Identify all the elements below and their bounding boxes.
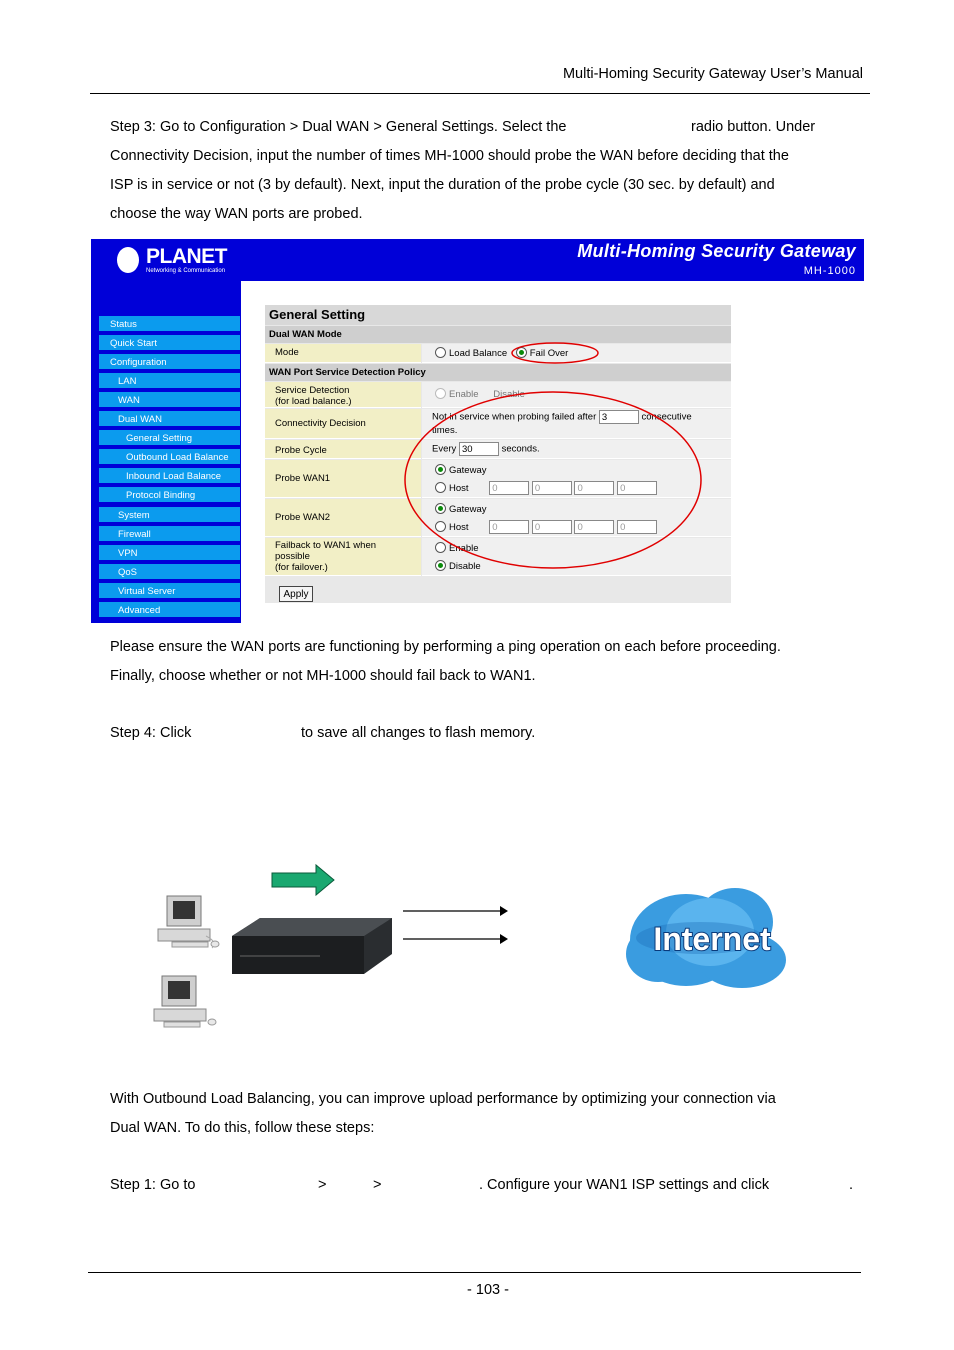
wan2-ip-octet-3[interactable]: 0 bbox=[574, 520, 614, 534]
sidebar-item-inbound-load-balance[interactable]: Inbound Load Balance bbox=[99, 468, 240, 485]
wan1-arrow-head-icon bbox=[500, 906, 508, 916]
page-number: - 103 - bbox=[467, 1282, 509, 1298]
outbound-paragraph: With Outbound Load Balancing, you can improve upload performance by optimizing your connection via Dual WAN. To do this, follow these steps: bbox=[110, 1091, 776, 1136]
probe-wan1-options: Gateway Host 0 0 0 0 bbox=[422, 460, 731, 498]
sidebar-item-quick-start[interactable]: Quick Start bbox=[99, 335, 240, 352]
wan1-ip-octet-3[interactable]: 0 bbox=[574, 481, 614, 495]
connectivity-decision-value: Not in service when probing failed after 3 consecutive times. bbox=[422, 409, 731, 439]
footer-rule bbox=[88, 1272, 861, 1273]
ping-paragraph: Please ensure the WAN ports are functioning by performing a ping operation on each before proceeding. Finally, choose whether or not MH-1000 should fail back to WAN1. bbox=[110, 639, 781, 684]
sidebar-item-dual-wan[interactable]: Dual WAN bbox=[99, 411, 240, 428]
network-diagram bbox=[140, 860, 820, 1040]
panel-title: General Setting bbox=[265, 305, 731, 325]
step3-paragraph: Step 3: Go to Configuration > Dual WAN > General Settings. Select the radio button. Under Connectivity Decision, input the number of times MH-1000 should probe the WAN before deciding that the ISP is in service or not (3 by default). Next, input the duration of the probe cycle (30 sec. by default) and choose the way WAN ports are probed. bbox=[110, 119, 816, 222]
green-arrow-icon bbox=[272, 865, 334, 895]
probe-count-input[interactable]: 3 bbox=[599, 410, 639, 424]
sidebar-item-status[interactable]: Status bbox=[99, 316, 240, 333]
probe-wan2-options: Gateway Host 0 0 0 0 bbox=[422, 499, 731, 537]
sidebar-item-wan[interactable]: WAN bbox=[99, 392, 240, 409]
section-dual-wan-mode: Dual WAN Mode bbox=[265, 326, 731, 343]
section-service-detection-policy: WAN Port Service Detection Policy bbox=[265, 364, 731, 381]
wan1-ip-octet-4[interactable]: 0 bbox=[617, 481, 657, 495]
apply-button[interactable]: Apply bbox=[279, 586, 313, 602]
step4-paragraph: Step 4: Click to save all changes to flash memory. bbox=[110, 725, 536, 741]
wan2-ip-octet-1[interactable]: 0 bbox=[489, 520, 529, 534]
wan2-ip-octet-2[interactable]: 0 bbox=[532, 520, 572, 534]
probe-cycle-value: Every 30 seconds. bbox=[422, 440, 731, 459]
sidebar-item-protocol-binding[interactable]: Protocol Binding bbox=[99, 487, 240, 504]
wan1-ip-octet-2[interactable]: 0 bbox=[532, 481, 572, 495]
sidebar-item-vpn[interactable]: VPN bbox=[99, 545, 240, 562]
service-detection-label: Service Detection (for load balance.) bbox=[265, 382, 421, 408]
failback-options: Enable Disable bbox=[422, 538, 731, 576]
sidebar-item-outbound-load-balance[interactable]: Outbound Load Balance bbox=[99, 449, 240, 466]
sidebar-item-system[interactable]: System bbox=[99, 507, 240, 524]
probe-cycle-label: Probe Cycle bbox=[265, 440, 421, 459]
mode-options: Load Balance Fail Over bbox=[422, 344, 731, 363]
connectivity-decision-label: Connectivity Decision bbox=[265, 409, 421, 439]
internet-label: Internet bbox=[653, 921, 771, 957]
sidebar-item-virtual-server[interactable]: Virtual Server bbox=[99, 583, 240, 600]
sidebar-item-advanced[interactable]: Advanced bbox=[99, 602, 240, 619]
sidebar-item-configuration[interactable]: Configuration bbox=[99, 354, 240, 371]
computer-1-icon bbox=[158, 896, 219, 948]
wan2-ip-octet-4[interactable]: 0 bbox=[617, 520, 657, 534]
service-detection-options: Enable Disable bbox=[422, 382, 731, 408]
sidebar-item-lan[interactable]: LAN bbox=[99, 373, 240, 390]
header-rule bbox=[90, 93, 870, 94]
manual-header: Multi-Homing Security Gateway User’s Manual bbox=[562, 66, 863, 82]
gateway-device-icon bbox=[232, 918, 392, 974]
probe-settings-highlight-circle bbox=[405, 392, 701, 568]
probe-wan2-label: Probe WAN2 bbox=[265, 499, 421, 537]
product-model: MH-1000 bbox=[803, 265, 856, 277]
sidebar-item-general-setting[interactable]: General Setting bbox=[99, 430, 240, 447]
planet-logo-text: PLANET bbox=[146, 245, 227, 268]
fail-over-highlight-circle bbox=[512, 343, 598, 363]
failback-label: Failback to WAN1 when possible (for failover.) bbox=[265, 538, 421, 576]
product-title: Multi-Homing Security Gateway bbox=[577, 241, 856, 261]
probe-cycle-input[interactable]: 30 bbox=[459, 442, 499, 456]
web-ui-screenshot bbox=[91, 239, 864, 623]
annotation-overlay bbox=[91, 239, 864, 623]
probe-wan1-label: Probe WAN1 bbox=[265, 460, 421, 498]
planet-logo-subtitle: Networking & Communication bbox=[146, 268, 226, 274]
step1-paragraph: Step 1: Go to > > . Configure your WAN1 ISP settings and click . bbox=[110, 1177, 854, 1193]
wan1-ip-octet-1[interactable]: 0 bbox=[489, 481, 529, 495]
computer-2-icon bbox=[154, 976, 216, 1027]
sidebar-item-firewall[interactable]: Firewall bbox=[99, 526, 240, 543]
mode-label: Mode bbox=[265, 344, 421, 363]
sidebar-item-qos[interactable]: QoS bbox=[99, 564, 240, 581]
wan2-arrow-head-icon bbox=[500, 934, 508, 944]
